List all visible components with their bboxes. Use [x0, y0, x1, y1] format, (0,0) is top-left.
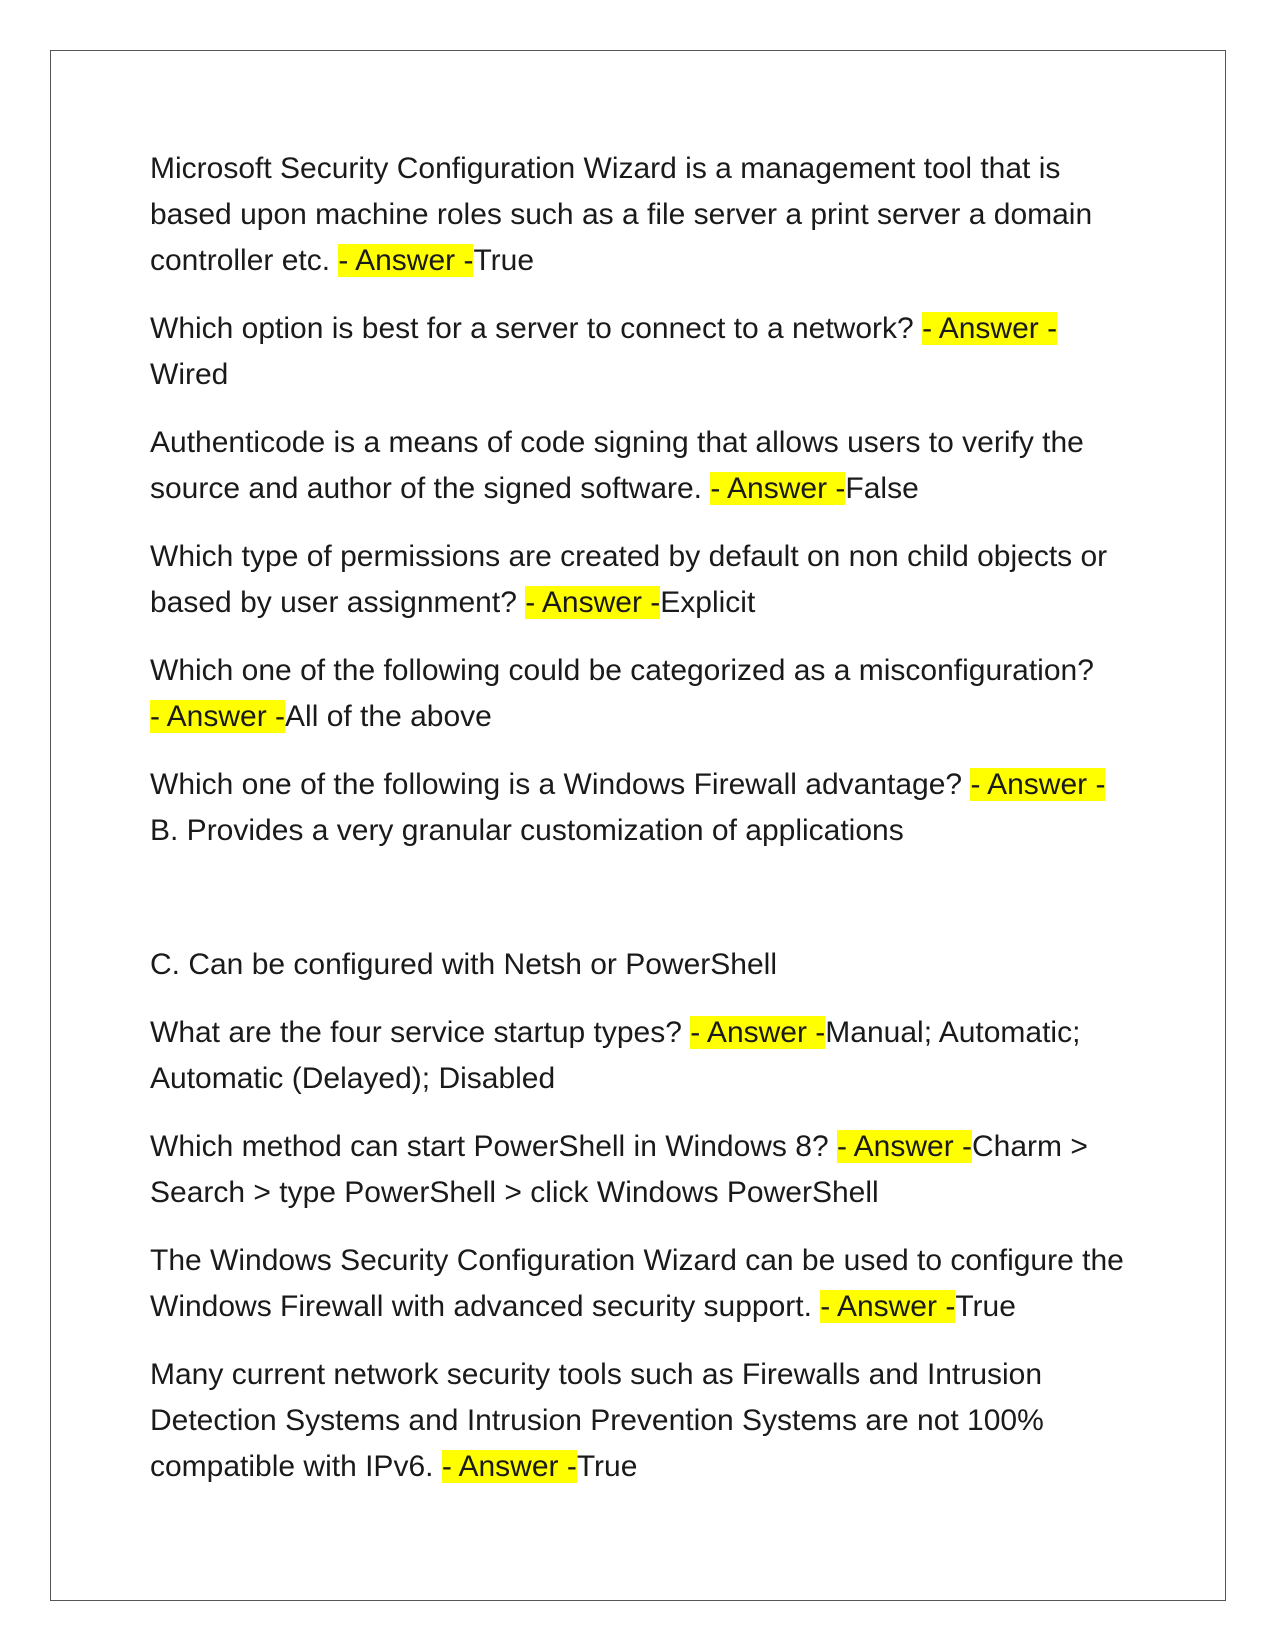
answer-text: Wired: [150, 358, 229, 391]
answer-text: True: [473, 244, 535, 277]
answer-text: False: [845, 472, 919, 505]
question-text: Which type of permissions are created by default on non child objects or based by user assignment?: [150, 540, 1108, 619]
answer-marker: - Answer -: [338, 244, 474, 277]
qa-item-9: [150, 1238, 1130, 1330]
question-text: The Windows Security Configuration Wizard can be used to configure the Windows Firewall with advanced security support.: [150, 1244, 1124, 1323]
answer-text: Charm > Search > type PowerShell > click Windows PowerShell: [150, 1130, 1088, 1209]
qa-item-continuation: [150, 942, 1130, 988]
question-text: Microsoft Security Configuration Wizard is a management tool that is based upon machine roles such as a file server a print server a domain controller etc.: [150, 152, 1093, 277]
answer-text: Explicit: [660, 586, 756, 619]
qa-item-7: [150, 1010, 1130, 1102]
qa-item-3: [150, 420, 1130, 512]
answer-text: Manual; Automatic; Automatic (Delayed); Disabled: [150, 1016, 1081, 1095]
answer-marker: - Answer -: [820, 1290, 956, 1323]
qa-item-10: [150, 1352, 1130, 1490]
document-body: [150, 146, 1130, 1512]
question-text: Authenticode is a means of code signing that allows users to verify the source and author of the signed software.: [150, 426, 1084, 505]
answer-text: B. Provides a very granular customization of applications: [150, 814, 904, 847]
qa-item-2: [150, 306, 1130, 398]
answer-marker: - Answer -: [922, 312, 1058, 345]
answer-marker: - Answer -: [441, 1450, 577, 1483]
qa-item-1: [150, 146, 1130, 284]
question-text: Which option is best for a server to connect to a network?: [150, 312, 914, 345]
answer-marker: - Answer -: [970, 768, 1106, 801]
question-text: Which one of the following is a Windows Firewall advantage?: [150, 768, 963, 801]
answer-marker: - Answer -: [710, 472, 846, 505]
qa-item-4: [150, 534, 1130, 626]
question-text: Many current network security tools such as Firewalls and Intrusion Detection Systems and Intrusion Prevention Systems are not 100% compatible with IPv6.: [150, 1358, 1044, 1483]
question-text: Which method can start PowerShell in Windows 8?: [150, 1130, 829, 1163]
qa-item-8: [150, 1124, 1130, 1216]
qa-item-6: [150, 762, 1130, 854]
question-text: What are the four service startup types?: [150, 1016, 682, 1049]
qa-item-5: [150, 648, 1130, 740]
answer-marker: - Answer -: [836, 1130, 973, 1163]
question-text: Which one of the following could be categorized as a misconfiguration?: [150, 654, 1094, 687]
answer-marker: - Answer -: [690, 1016, 826, 1049]
continuation-text: C. Can be configured with Netsh or PowerShell: [150, 948, 777, 981]
answer-text: True: [955, 1290, 1016, 1323]
answer-marker: - Answer -: [150, 700, 286, 733]
answer-marker: - Answer -: [525, 586, 661, 619]
answer-text: All of the above: [285, 700, 492, 733]
answer-text: True: [576, 1450, 638, 1483]
